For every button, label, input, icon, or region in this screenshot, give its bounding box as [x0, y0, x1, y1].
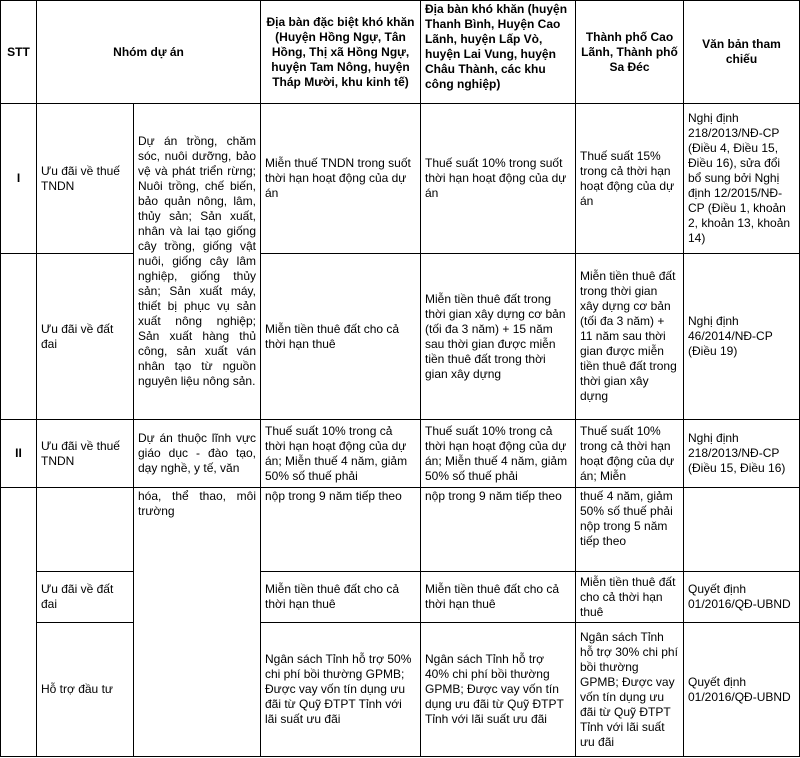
project-group: Dự án trồng, chăm sóc, nuôi dưỡng, bảo vệ và phát triển rừng; Nuôi trồng, chế biến, bảo quản nông, lâm, thủy sản; Sản xuất, nhân và lai tạo giống cây trồng, giống vật nuôi, giống cây lâm nghiệp, giống thủy sản; Sản xuất máy, thiết bị phục vụ sản xuất nông nghiệp; Sản xuất hàng thủ công, sản xuất ván nhân tạo từ nguồn nguyên liệu nông sản. [134, 104, 261, 420]
reference-document: Quyết định 01/2016/QĐ-UBND [684, 623, 800, 757]
difficult-area-value: Thuế suất 10% trong cả thời hạn hoạt động của dự án; Miễn thuế 4 năm, giảm 50% số thuế phải [421, 420, 576, 488]
difficult-area-value: Miễn tiền thuê đất cho cả thời hạn thuê [421, 572, 576, 623]
special-area-value: Ngân sách Tỉnh hỗ trợ 50% chi phí bồi thường GPMB; Được vay vốn tín dụng ưu đãi từ Quỹ ĐTPT Tỉnh với lãi suất ưu đãi [261, 623, 421, 757]
special-area-value: Miễn tiền thuê đất cho cả thời hạn thuê [261, 254, 421, 420]
incentive-type: Hỗ trợ đầu tư [37, 623, 134, 757]
header-group: Nhóm dự án [37, 1, 261, 104]
reference-document: Nghị định 46/2014/NĐ-CP (Điều 19) [684, 254, 800, 420]
table-row [1, 104, 800, 254]
reference-document [684, 488, 800, 572]
city-value: Miễn tiền thuê đất cho cả thời hạn thuê [576, 572, 684, 623]
incentive-type: Ưu đãi về đất đai [37, 254, 134, 420]
row-stt: I [1, 104, 37, 254]
special-area-value: Miễn thuế TNDN trong suốt thời hạn hoạt động của dự án [261, 104, 421, 254]
row-stt [1, 488, 37, 757]
project-group: Dự án thuộc lĩnh vực giáo dục - đào tạo, dạy nghề, y tế, văn [134, 420, 261, 488]
city-value: Thuế suất 15% trong cả thời hạn hoạt động của dự án [576, 104, 684, 254]
reference-document: Nghị định 218/2013/NĐ-CP (Điều 4, Điều 15, Điều 16), sửa đổi bổ sung bởi Nghị định 12/2015/NĐ-CP (Điều 1, khoản 2, khoản 13, khoản 14) [684, 104, 800, 254]
special-area-value: Thuế suất 10% trong cả thời hạn hoạt động của dự án; Miễn thuế 4 năm, giảm 50% số thuế phải [261, 420, 421, 488]
difficult-area-value: nộp trong 9 năm tiếp theo [421, 488, 576, 572]
incentive-type: Ưu đãi về đất đai [37, 572, 134, 623]
header-city: Thành phố Cao Lãnh, Thành phố Sa Đéc [576, 1, 684, 104]
header-special-area: Địa bàn đặc biệt khó khăn (Huyện Hồng Ngự, Tân Hồng, Thị xã Hồng Ngự, huyện Tam Nông, huyện Tháp Mười, khu kinh tế) [261, 1, 421, 104]
reference-document: Nghị định 218/2013/NĐ-CP (Điều 15, Điều 16) [684, 420, 800, 488]
header-reference: Văn bản tham chiếu [684, 1, 800, 104]
city-value: thuế 4 năm, giảm 50% số thuế phải nộp trong 5 năm tiếp theo [576, 488, 684, 572]
table-row [1, 572, 800, 623]
difficult-area-value: Thuế suất 10% trong suốt thời hạn hoạt động của dự án [421, 104, 576, 254]
difficult-area-value: Ngân sách Tỉnh hỗ trợ 40% chi phí bồi thường GPMB; Được vay vốn tín dụng ưu đãi từ Quỹ ĐTPT Tỉnh với lãi suất ưu đãi [421, 623, 576, 757]
table-row [1, 254, 800, 420]
incentive-type: Ưu đãi về thuế TNDN [37, 104, 134, 254]
city-value: Miễn tiền thuê đất trong thời gian xây dựng cơ bản (tối đa 3 năm) + 11 năm sau thời gian được miễn tiền thuê đất trong thời gian xây dựng [576, 254, 684, 420]
incentive-type: Ưu đãi về thuế TNDN [37, 420, 134, 488]
row-stt: II [1, 420, 37, 488]
city-value: Thuế suất 10% trong cả thời hạn hoạt động của dự án; Miễn [576, 420, 684, 488]
incentive-type [37, 488, 134, 572]
reference-document: Quyết định 01/2016/QĐ-UBND [684, 572, 800, 623]
row-stt [1, 254, 37, 420]
project-group: hóa, thể thao, môi trường [134, 488, 261, 757]
header-row [1, 1, 800, 104]
table-row [1, 488, 800, 572]
difficult-area-value: Miễn tiền thuê đất trong thời gian xây dựng cơ bản (tối đa 3 năm) + 15 năm sau thời gian được miễn tiền thuê đất trong thời gian xây dựng [421, 254, 576, 420]
table-row [1, 420, 800, 488]
special-area-value: nộp trong 9 năm tiếp theo [261, 488, 421, 572]
city-value: Ngân sách Tỉnh hỗ trợ 30% chi phí bồi thường GPMB; Được vay vốn tín dụng ưu đãi từ Quỹ ĐTPT Tỉnh với lãi suất ưu đãi [576, 623, 684, 757]
special-area-value: Miễn tiền thuê đất cho cả thời hạn thuê [261, 572, 421, 623]
table-row [1, 623, 800, 757]
header-stt: STT [1, 1, 37, 104]
header-difficult-area: Địa bàn khó khăn (huyện Thanh Bình, Huyện Cao Lãnh, huyện Lấp Vò, huyện Lai Vung, huyện Châu Thành, các khu công nghiệp) [421, 1, 576, 104]
